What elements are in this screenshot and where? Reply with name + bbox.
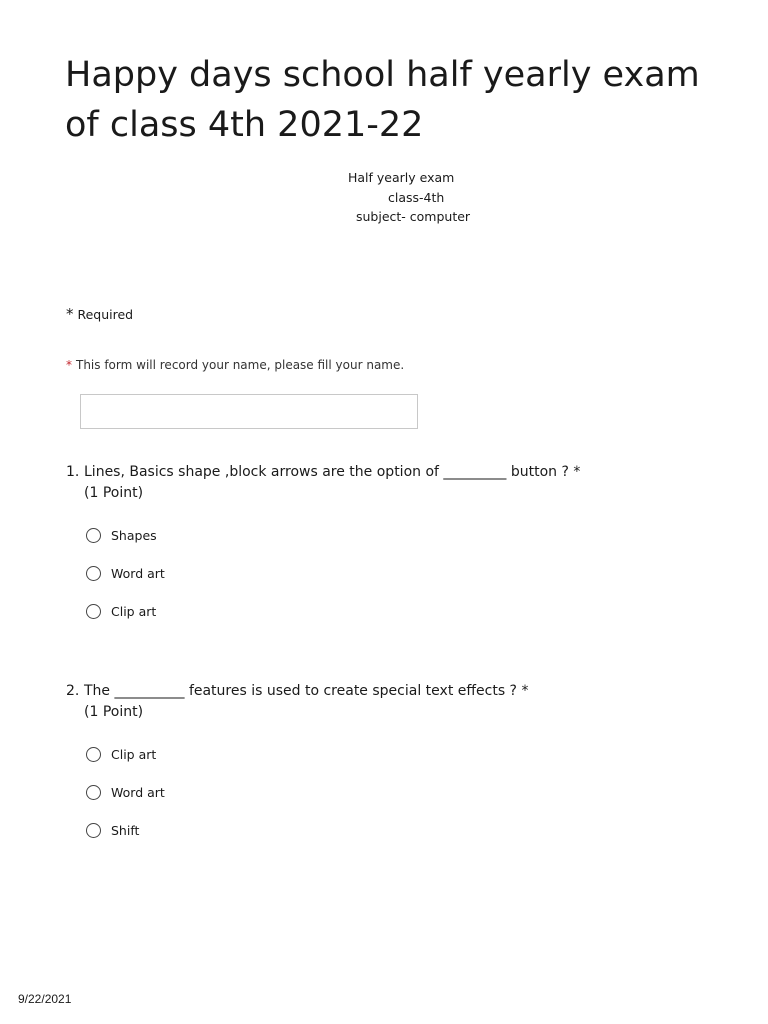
question-number: 2.: [66, 683, 80, 699]
form-description: [300, 168, 530, 227]
radio-button[interactable]: [86, 604, 101, 619]
radio-button[interactable]: [86, 528, 101, 543]
option-label: Word art: [111, 565, 165, 581]
option-label: Shapes: [111, 527, 157, 543]
question-prompt: Lines, Basics shape ,block arrows are the option of _________ button ? *: [84, 464, 581, 480]
question-points: (1 Point): [84, 703, 144, 720]
option-word-art[interactable]: [86, 773, 165, 811]
option-shapes[interactable]: [86, 516, 165, 554]
question-2: [66, 681, 686, 838]
radio-button[interactable]: [86, 785, 101, 800]
option-shift[interactable]: [86, 811, 165, 849]
question-text: [66, 681, 686, 722]
option-label: Clip art: [111, 603, 157, 619]
name-input[interactable]: [80, 394, 418, 429]
description-line: class-4th: [388, 189, 445, 205]
radio-button[interactable]: [86, 823, 101, 838]
required-star: *: [66, 358, 72, 372]
option-label: Clip art: [111, 746, 157, 762]
question-1: [66, 462, 686, 619]
option-label: Word art: [111, 784, 165, 800]
required-star: *: [66, 305, 74, 323]
question-points: (1 Point): [84, 484, 144, 501]
print-date: 9/22/2021: [18, 992, 72, 1006]
question-text: [66, 462, 686, 503]
option-clip-art[interactable]: [86, 592, 165, 630]
radio-button[interactable]: [86, 747, 101, 762]
question-prompt: The __________ features is used to create special text effects ? *: [84, 683, 529, 699]
name-record-notice: [66, 358, 404, 372]
question-number: 1.: [66, 464, 80, 480]
option-list: [86, 516, 165, 630]
name-note-text: This form will record your name, please fill your name.: [76, 358, 405, 372]
description-line: Half yearly exam: [348, 170, 455, 185]
option-clip-art[interactable]: [86, 735, 165, 773]
required-label: Required: [77, 307, 134, 322]
option-label: Shift: [111, 822, 140, 838]
option-word-art[interactable]: [86, 554, 165, 592]
radio-button[interactable]: [86, 566, 101, 581]
option-list: [86, 735, 165, 849]
required-legend: [66, 305, 133, 323]
form-title: Happy days school half yearly exam of class 4th 2021-22: [65, 55, 700, 145]
description-line: subject- computer: [356, 209, 471, 224]
